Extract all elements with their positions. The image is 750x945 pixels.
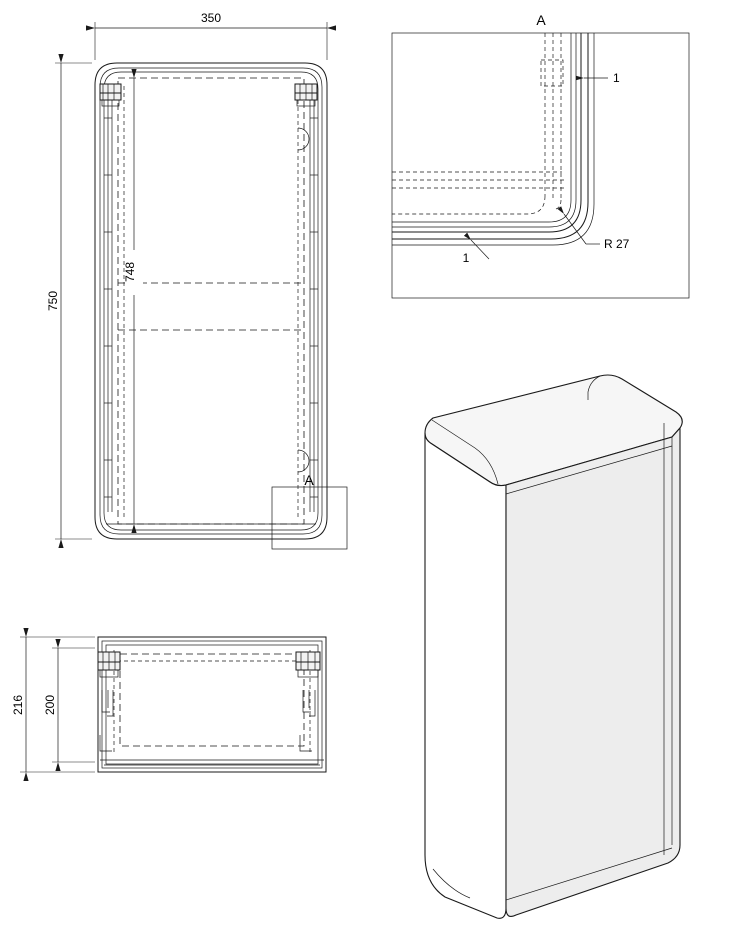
plan-outer-outline: [98, 637, 326, 772]
detail-view-A: [392, 12, 689, 298]
detail-panel-profile: [392, 33, 594, 245]
plan-hinge-left: [98, 652, 120, 751]
dimension-depth-200-text: 200: [43, 694, 57, 716]
detail-callout-radius-text: R 27: [604, 237, 630, 251]
front-elevation-view: [46, 11, 347, 549]
front-hinge-top-left: [100, 84, 121, 106]
front-inner-outline-2: [104, 72, 318, 530]
detail-view-frame: [392, 33, 689, 298]
detail-marker-A-front: [272, 472, 347, 549]
plan-inner-outline-1: [102, 641, 322, 768]
detail-callout-thickness-top-text: 1: [613, 71, 620, 85]
dimension-depth-200: [43, 648, 95, 762]
front-hidden-carcass: [118, 78, 304, 524]
front-outer-outline: [95, 63, 327, 539]
detail-hidden-lines: [392, 33, 566, 214]
dimension-width-350: [95, 11, 327, 60]
isometric-view: [425, 375, 682, 918]
detail-view-A-title: A: [536, 12, 546, 28]
dimension-height-748-text: 748: [123, 261, 137, 283]
plan-hinge-right: [296, 652, 320, 751]
dimension-height-748: [123, 78, 143, 524]
plan-hidden-carcass: [120, 654, 304, 746]
dimension-height-750-text: 750: [46, 290, 60, 312]
detail-callout-thickness-top: [584, 71, 620, 85]
front-hinge-arc-lower: [298, 450, 309, 472]
detail-callout-radius: [564, 214, 630, 251]
detail-callout-thickness-bottom-text: 1: [462, 251, 470, 265]
detail-callout-thickness-bottom: [463, 240, 489, 265]
front-hinge-arc-upper: [298, 128, 309, 150]
dimension-width-350-text: 350: [200, 11, 222, 25]
plan-section-view: [11, 637, 326, 772]
detail-marker-A-front-label: A: [304, 472, 314, 488]
iso-front-face: [425, 433, 506, 918]
dimension-height-750: [46, 63, 92, 539]
dimension-depth-216-text: 216: [11, 694, 25, 716]
iso-side-face: [506, 428, 680, 916]
front-inner-outline-1: [100, 68, 322, 534]
